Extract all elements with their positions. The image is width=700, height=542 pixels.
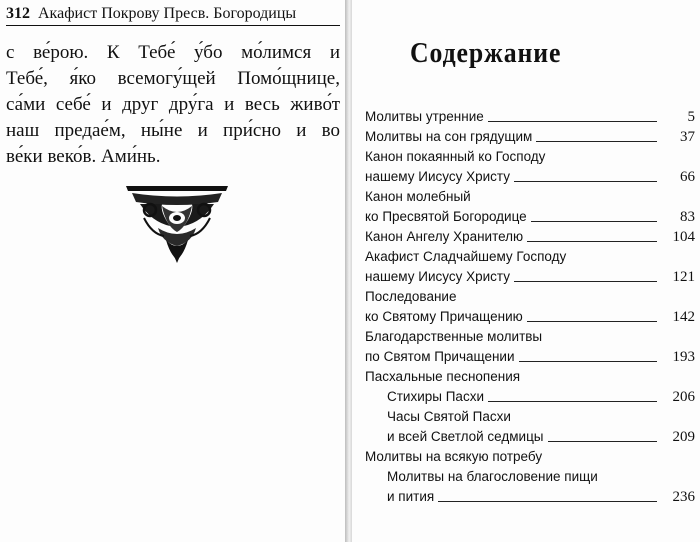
toc-leader-line — [514, 181, 657, 182]
toc-entry-title: Часы Святой Пасхи — [387, 409, 511, 424]
toc-page-number: 236 — [672, 489, 695, 505]
toc-entry-title: Молитвы на сон грядущим — [365, 129, 533, 144]
page-number: 312 — [6, 5, 30, 22]
toc-entry — [365, 366, 695, 386]
toc-entry-title: Молитвы на благословение пищи — [387, 469, 598, 484]
toc-row — [365, 286, 695, 306]
toc-entry — [365, 146, 695, 186]
toc-row — [365, 146, 695, 166]
running-header-title: Акафист Покрову Пресв. Богородицы — [38, 5, 297, 22]
toc-leader-line — [514, 281, 657, 282]
toc-row — [387, 486, 695, 506]
toc-entry — [365, 226, 695, 246]
toc-entry — [387, 466, 695, 506]
toc-row — [365, 366, 695, 386]
toc-entry — [365, 326, 695, 366]
toc-leader-line — [488, 401, 657, 402]
toc-entry-title: Пасхальные песнопения — [365, 369, 521, 384]
toc-row — [365, 186, 695, 206]
toc-leader-line — [536, 141, 657, 142]
text-line: ве́ки веко́в. Ами́нь. — [6, 146, 161, 167]
right-page — [352, 0, 700, 542]
text-line: наш предае́м, ны́не и при́сно и во — [6, 120, 340, 141]
toc-entry-title: Стихиры Пасхи — [387, 389, 484, 404]
toc-page-number: 37 — [680, 129, 695, 145]
table-of-contents — [365, 106, 695, 506]
toc-page-number: 104 — [672, 229, 695, 245]
toc-entry-title: Молитвы утренние — [365, 109, 484, 124]
toc-entry — [365, 106, 695, 126]
running-header — [6, 3, 340, 26]
toc-row — [365, 306, 695, 326]
toc-entry — [387, 406, 695, 446]
toc-row — [365, 126, 695, 146]
toc-page-number: 142 — [672, 309, 695, 325]
toc-row — [387, 466, 695, 486]
toc-row — [365, 246, 695, 266]
toc-page-number: 5 — [687, 109, 695, 125]
toc-page-number: 66 — [680, 169, 695, 185]
toc-leader-line — [527, 321, 657, 322]
contents-title: Содержание — [410, 38, 562, 69]
toc-row — [365, 326, 695, 346]
toc-entry — [365, 286, 695, 326]
toc-row — [365, 206, 695, 226]
toc-entry-title: Канон молебный — [365, 189, 471, 204]
toc-page-number: 209 — [672, 429, 695, 445]
toc-page-number: 206 — [672, 389, 695, 405]
toc-entry-title: Акафист Сладчайшему Господу — [365, 249, 567, 264]
prayer-text — [6, 40, 340, 170]
toc-row — [365, 346, 695, 366]
toc-row — [365, 166, 695, 186]
toc-row — [387, 426, 695, 446]
toc-leader-line — [488, 121, 657, 122]
toc-row — [365, 446, 695, 466]
toc-entry — [365, 246, 695, 286]
toc-entry-title: ко Пресвятой Богородице — [365, 209, 527, 224]
toc-entry-title: Молитвы на всякую потребу — [365, 449, 543, 464]
toc-entry — [365, 446, 695, 466]
text-line: с ве́рою. К Тебе́ у́бо мо́лимся и — [6, 42, 340, 63]
toc-row — [365, 106, 695, 126]
toc-entry-title: Благодарственные молитвы — [365, 329, 543, 344]
toc-page-number: 193 — [672, 349, 695, 365]
toc-page-number: 83 — [680, 209, 695, 225]
toc-entry — [387, 386, 695, 406]
toc-entry — [365, 126, 695, 146]
toc-entry-title: и пития — [387, 489, 435, 504]
toc-entry-title: Последование — [365, 289, 457, 304]
toc-row — [387, 386, 695, 406]
toc-entry-title: Канон покаянный ко Господу — [365, 149, 546, 164]
book-gutter — [345, 0, 352, 542]
toc-leader-line — [438, 501, 657, 502]
toc-entry-title: ко Святому Причащению — [365, 309, 523, 324]
toc-entry-title: нашему Иисусу Христу — [365, 169, 510, 184]
text-line: Тебе́, я́ко всемогу́щей Помо́щнице, — [6, 68, 340, 89]
toc-leader-line — [519, 361, 657, 362]
toc-leader-line — [531, 221, 657, 222]
text-line: са́ми себе́ и друг дру́га и весь живо́т — [6, 94, 340, 115]
toc-entry-title: нашему Иисусу Христу — [365, 269, 510, 284]
toc-entry-title: Канон Ангелу Хранителю — [365, 229, 524, 244]
left-page — [0, 0, 345, 542]
toc-row — [365, 226, 695, 246]
toc-leader-line — [548, 441, 657, 442]
toc-entry — [365, 186, 695, 226]
toc-row — [387, 406, 695, 426]
toc-page-number: 121 — [672, 269, 695, 285]
toc-entry-title: по Святом Причащении — [365, 349, 515, 364]
toc-leader-line — [527, 241, 657, 242]
ornament-vignette — [122, 182, 232, 264]
toc-entry-title: и всей Светлой седмицы — [387, 429, 544, 444]
toc-row — [365, 266, 695, 286]
